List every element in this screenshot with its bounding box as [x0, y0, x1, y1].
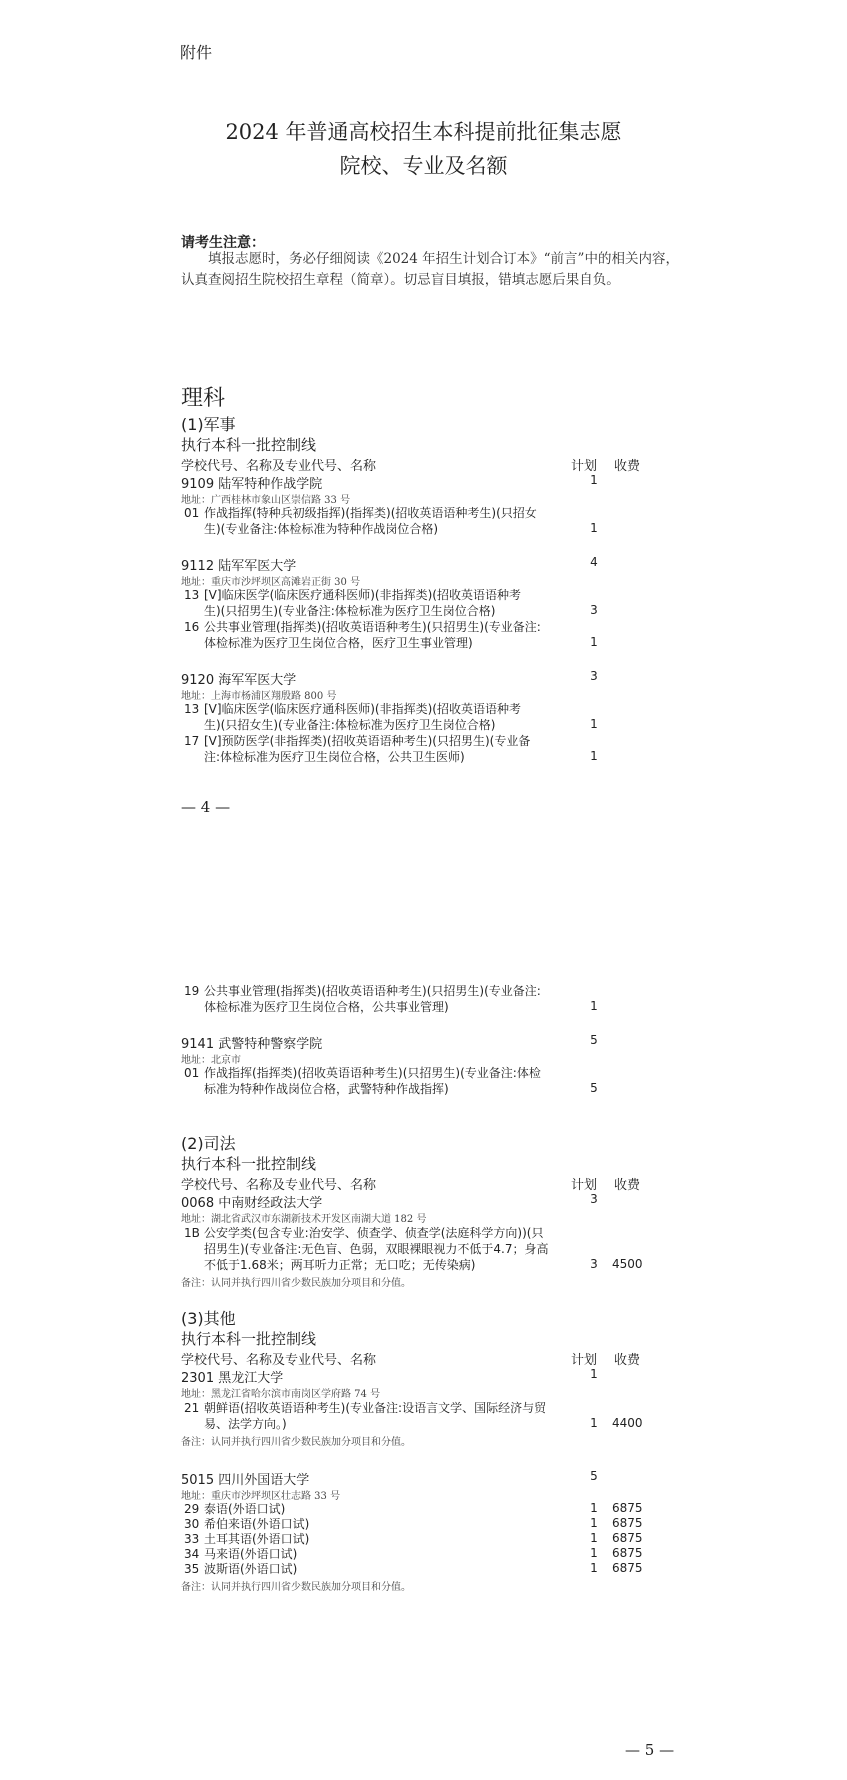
category-heading: 理科	[181, 386, 226, 411]
major-name: 土耳其语(外语口试)	[204, 1532, 310, 1546]
major-plan: 1	[590, 999, 598, 1013]
major-code: 19	[184, 984, 200, 998]
major-plan: 1	[590, 717, 598, 731]
school-name: 9109 陆军特种作战学院	[181, 477, 323, 492]
page-title-line1: 2024 年普通高校招生本科提前批征集志愿	[225, 120, 622, 144]
school-plan: 1	[590, 1367, 598, 1381]
school-address: 地址：重庆市沙坪坝区壮志路 33 号	[181, 1491, 341, 1502]
major-fee: 6875	[612, 1561, 643, 1575]
table-header-plan: 计划	[571, 459, 598, 474]
page-number: — 4 —	[181, 798, 231, 816]
major-code: 16	[184, 620, 200, 634]
major-name-line: 标准为特种作战岗位合格，武警特种作战指挥)	[204, 1082, 449, 1096]
major-name-line: 公安学类(包含专业:治安学、侦查学、侦查学(法庭科学方向))(只	[204, 1226, 544, 1240]
major-row	[184, 619, 562, 651]
school-address: 地址：广西桂林市象山区崇信路 33 号	[181, 495, 351, 506]
school-plan: 4	[590, 555, 598, 569]
school-name: 2301 黑龙江大学	[181, 1371, 284, 1386]
major-row	[184, 1561, 562, 1577]
school-plan: 3	[590, 669, 598, 683]
major-name-line: 不低于1.68米；两耳听力正常；无口吃；无传染病)	[204, 1258, 476, 1272]
table-header-plan: 计划	[571, 1178, 598, 1193]
major-code: 13	[184, 702, 200, 716]
major-name-line: 易、法学方向。)	[204, 1417, 287, 1431]
school-plan: 5	[590, 1469, 598, 1483]
page-title-line2: 院校、专业及名额	[339, 154, 508, 178]
section-heading-other: (3)其他	[181, 1309, 236, 1328]
major-code: 13	[184, 588, 200, 602]
major-code: 1B	[184, 1226, 200, 1240]
major-row	[184, 1516, 562, 1532]
major-fee: 4500	[612, 1257, 643, 1271]
major-name: 波斯语(外语口试)	[204, 1562, 298, 1576]
major-code: 01	[184, 506, 200, 520]
page-number: — 5 —	[625, 1741, 675, 1759]
major-name-line: 生)(专业备注:体检标准为特种作战岗位合格)	[204, 522, 439, 536]
major-name-line: [V]临床医学(临床医疗通科医师)(非指挥类)(招收英语语种考	[204, 702, 521, 716]
major-name: 泰语(外语口试)	[204, 1502, 286, 1516]
table-header-fee: 收费	[614, 1178, 641, 1193]
major-row	[184, 1501, 562, 1517]
table-header-fee: 收费	[614, 459, 641, 474]
school-address: 地址：黑龙江省哈尔滨市南岗区学府路 74 号	[181, 1389, 381, 1400]
control-line: 执行本科一批控制线	[181, 1155, 317, 1173]
major-fee: 4400	[612, 1416, 643, 1430]
school-plan: 3	[590, 1192, 598, 1206]
major-fee: 6875	[612, 1546, 643, 1560]
major-code: 29	[184, 1502, 200, 1516]
control-line: 执行本科一批控制线	[181, 436, 317, 454]
major-row	[184, 733, 562, 765]
table-header-label: 学校代号、名称及专业代号、名称	[181, 1353, 377, 1368]
school-address: 地址：上海市杨浦区翔殷路 800 号	[181, 691, 337, 702]
major-code: 35	[184, 1562, 200, 1576]
school-name: 9141 武警特种警察学院	[181, 1037, 323, 1052]
remark: 备注：认同并执行四川省少数民族加分项目和分值。	[181, 1582, 411, 1593]
major-plan: 5	[590, 1081, 598, 1095]
table-header-fee: 收费	[614, 1353, 641, 1368]
major-fee: 6875	[612, 1531, 643, 1545]
table-header-label: 学校代号、名称及专业代号、名称	[181, 1178, 377, 1193]
major-row	[184, 1531, 562, 1547]
major-row	[184, 1065, 562, 1097]
major-name-line: 体检标准为医疗卫生岗位合格，医疗卫生事业管理)	[204, 636, 473, 650]
major-name-line: [V]预防医学(非指挥类)(招收英语语种考生)(只招男生)(专业备	[204, 734, 531, 748]
major-code: 33	[184, 1532, 200, 1546]
major-row	[184, 1546, 562, 1562]
major-name-line: 朝鲜语(招收英语语种考生)(专业备注:设语言文学、国际经济与贸	[204, 1401, 547, 1415]
major-code: 01	[184, 1066, 200, 1080]
major-plan: 1	[590, 1561, 598, 1575]
major-code: 34	[184, 1547, 200, 1561]
attachment-label: 附件	[180, 43, 213, 62]
school-name: 0068 中南财经政法大学	[181, 1196, 323, 1211]
school-name: 9112 陆军军医大学	[181, 559, 297, 574]
section-heading-judicial: (2)司法	[181, 1134, 236, 1153]
major-code: 30	[184, 1517, 200, 1531]
major-plan: 1	[590, 1516, 598, 1530]
major-plan: 3	[590, 1257, 598, 1271]
major-plan: 1	[590, 1416, 598, 1430]
major-row	[184, 701, 562, 733]
major-name-line: 体检标准为医疗卫生岗位合格，公共事业管理)	[204, 1000, 449, 1014]
table-header-plan: 计划	[571, 1353, 598, 1368]
major-name-line: 招男生)(专业备注:无色盲、色弱，双眼裸眼视力不低于4.7；身高	[204, 1242, 549, 1256]
major-plan: 1	[590, 749, 598, 763]
school-plan: 5	[590, 1033, 598, 1047]
major-code: 17	[184, 734, 200, 748]
major-row	[184, 1400, 562, 1432]
major-name: 希伯来语(外语口试)	[204, 1517, 310, 1531]
school-address: 地址：湖北省武汉市东湖新技术开发区南湖大道 182 号	[181, 1214, 427, 1225]
school-name: 9120 海军军医大学	[181, 673, 297, 688]
major-plan: 1	[590, 521, 598, 535]
major-row	[184, 1225, 562, 1273]
table-header-label: 学校代号、名称及专业代号、名称	[181, 459, 377, 474]
major-name-line: 生)(只招女生)(专业备注:体检标准为医疗卫生岗位合格)	[204, 718, 496, 732]
major-code: 21	[184, 1401, 200, 1415]
major-row	[184, 505, 562, 537]
major-name-line: [V]临床医学(临床医疗通科医师)(非指挥类)(招收英语语种考	[204, 588, 521, 602]
remark: 备注：认同并执行四川省少数民族加分项目和分值。	[181, 1278, 411, 1289]
section-heading-military: (1)军事	[181, 415, 236, 434]
remark: 备注：认同并执行四川省少数民族加分项目和分值。	[181, 1437, 411, 1448]
major-plan: 3	[590, 603, 598, 617]
school-address: 地址：重庆市沙坪坝区高滩岩正街 30 号	[181, 577, 361, 588]
major-plan: 1	[590, 1531, 598, 1545]
school-address: 地址：北京市	[181, 1055, 241, 1066]
major-fee: 6875	[612, 1501, 643, 1515]
major-row	[184, 587, 562, 619]
major-fee: 6875	[612, 1516, 643, 1530]
major-row	[184, 983, 562, 1015]
major-name-line: 注:体检标准为医疗卫生岗位合格，公共卫生医师)	[204, 750, 465, 764]
school-name: 5015 四川外国语大学	[181, 1473, 310, 1488]
major-name-line: 作战指挥(特种兵初级指挥)(指挥类)(招收英语语种考生)(只招女	[204, 506, 537, 520]
notice-heading: 请考生注意：	[181, 235, 265, 251]
major-name-line: 作战指挥(指挥类)(招收英语语种考生)(只招男生)(专业备注:体检	[204, 1066, 541, 1080]
control-line: 执行本科一批控制线	[181, 1330, 317, 1348]
major-plan: 1	[590, 635, 598, 649]
major-name-line: 生)(只招男生)(专业备注:体检标准为医疗卫生岗位合格)	[204, 604, 496, 618]
major-plan: 1	[590, 1501, 598, 1515]
school-plan: 1	[590, 473, 598, 487]
notice-body: 填报志愿时，务必仔细阅读《2024 年招生计划合订本》“前言”中的相关内容，认真查阅招生院校招生章程（简章）。切忌盲目填报，错填志愿后果自负。	[181, 251, 679, 288]
major-plan: 1	[590, 1546, 598, 1560]
major-name-line: 公共事业管理(指挥类)(招收英语语种考生)(只招男生)(专业备注:	[204, 984, 541, 998]
major-name: 马来语(外语口试)	[204, 1547, 298, 1561]
major-name-line: 公共事业管理(指挥类)(招收英语语种考生)(只招男生)(专业备注:	[204, 620, 541, 634]
